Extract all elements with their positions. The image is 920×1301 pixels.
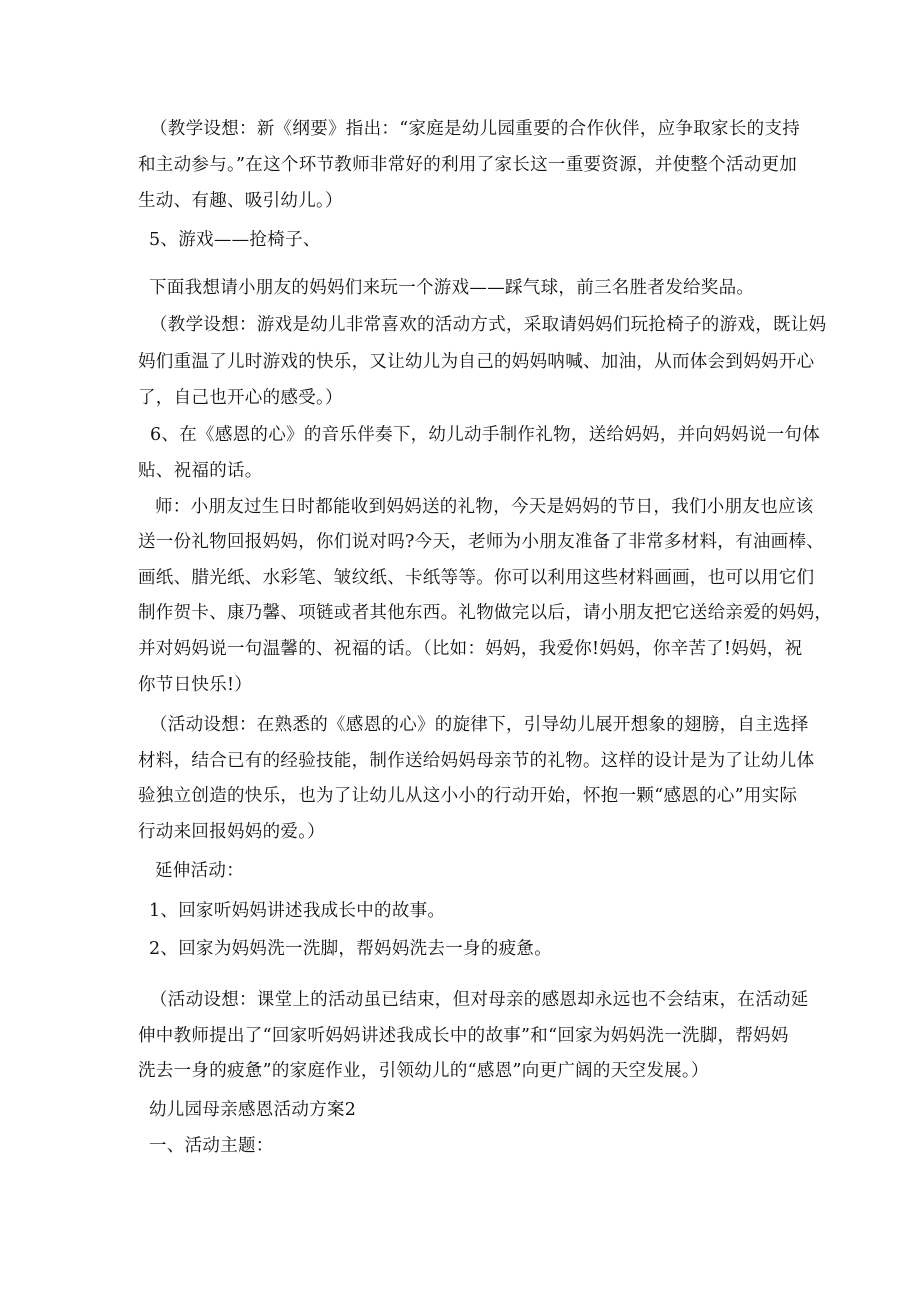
text-line: 贴、祝福的话。 [138,461,263,481]
text-line: 了，自己也开心的感受。） [138,388,343,408]
subsection-heading: 一、活动主题： [149,1136,274,1156]
text-line: 制作贺卡、康乃馨、项链或者其他东西。礼物做完以后，请小朋友把它送给亲爱的妈妈， [138,603,833,623]
text-line: 6、在《感恩的心》的音乐伴奏下，幼儿动手制作礼物，送给妈妈，并向妈妈说一句体 [150,425,821,445]
text-line: 画纸、腊光纸、水彩笔、皱纹纸、卡纸等等。你可以利用这些材料画画，也可以用它们 [138,568,815,588]
text-line: 和主动参与。”在这个环节教师非常好的利用了家长这一重要资源，并使整个活动更加 [138,155,798,175]
text-line: 5、游戏——抢椅子、 [149,230,321,250]
text-line: （教学设想：游戏是幼儿非常喜欢的活动方式，采取请妈妈们玩抢椅子的游戏，既让妈 [150,315,827,335]
text-line: 1、回家听妈妈讲述我成长中的故事。 [149,901,446,921]
text-line: 师：小朋友过生日时都能收到妈妈送的礼物，今天是妈妈的节日，我们小朋友也应该 [155,497,814,517]
text-line: 洗去一身的疲惫”的家庭作业，引领幼儿的“感恩”向更广阔的天空发展。） [138,1061,709,1081]
text-line: （教学设想：新《纲要》指出：“家庭是幼儿园重要的合作伙伴，应争取家长的支持 [150,119,801,139]
text-line: （活动设想：在熟悉的《感恩的心》的旋律下，引导幼儿展开想象的翅膀，自主选择 [150,715,809,735]
text-line: 伸中教师提出了“回家听妈妈讲述我成长中的故事”和“回家为妈妈洗一洗脚，帮妈妈 [138,1026,789,1046]
text-line: 验独立创造的快乐，也为了让幼儿从这小小的行动开始，怀抱一颗“感恩的心”用实际 [138,786,798,806]
text-line: 送一份礼物回报妈妈，你们说对吗?今天，老师为小朋友准备了非常多材料，有油画棒、 [138,532,825,552]
text-line: 延伸活动： [155,861,244,881]
text-line: （活动设想：课堂上的活动虽已结束，但对母亲的感恩却永远也不会结束，在活动延 [150,990,809,1010]
text-line: 材料，结合已有的经验技能，制作送给妈妈母亲节的礼物。这样的设计是为了让幼儿体 [138,751,815,771]
text-line: 你节日快乐!） [138,675,253,695]
text-line: 生动、有趣、吸引幼儿。） [138,191,343,211]
text-line: 行动来回报妈妈的爱。） [138,822,326,842]
text-line: 并对妈妈说一句温馨的、祝福的话。（比如：妈妈，我爱你!妈妈，你辛苦了!妈妈，祝 [138,639,803,659]
text-line: 2、回家为妈妈洗一洗脚，帮妈妈洗去一身的疲惫。 [149,939,553,959]
text-line: 妈们重温了儿时游戏的快乐，又让幼儿为自己的妈妈呐喊、加油，从而体会到妈妈开心 [138,352,815,372]
text-line: 下面我想请小朋友的妈妈们来玩一个游戏——踩气球，前三名胜者发给奖品。 [149,278,755,298]
section-heading: 幼儿园母亲感恩活动方案2 [149,1100,357,1120]
